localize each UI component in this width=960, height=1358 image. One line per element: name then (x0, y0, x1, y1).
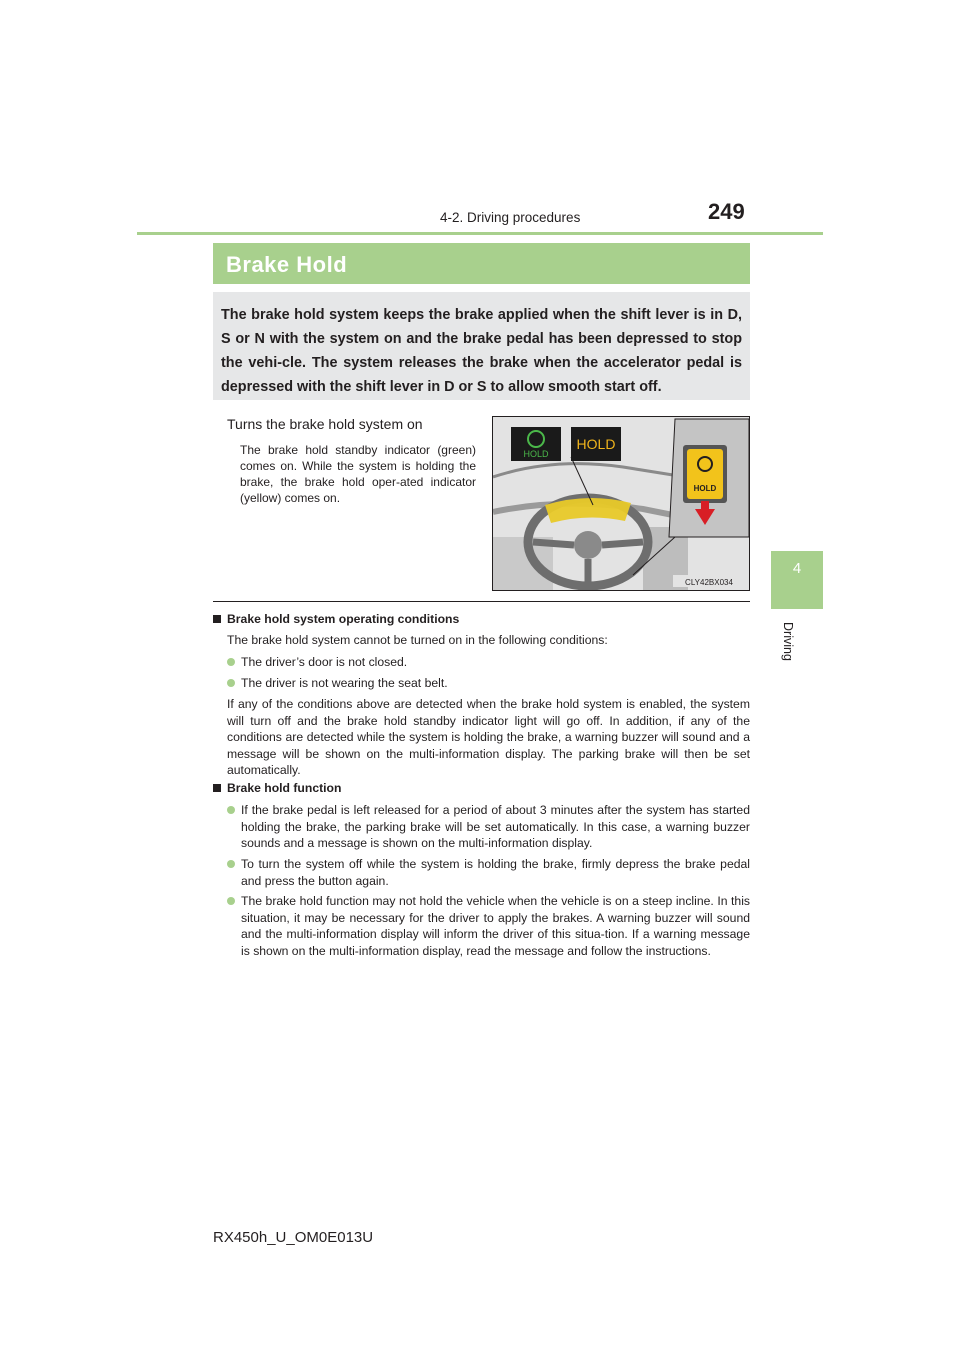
chapter-label-wrap (781, 622, 834, 661)
cockpit-drawing (493, 417, 749, 590)
indicator-green-label: HOLD (523, 449, 549, 459)
square-bullet-icon (213, 784, 221, 792)
header-rule (137, 232, 823, 235)
list-item: If the brake pedal is left released for a period of about 3 minutes after the system has started holding the brake, the parking brake will be set automatically. In this case, a warning buzzer sounds and a message is shown on the multi-information display. (241, 802, 750, 852)
intro-text: The brake hold system keeps the brake applied when the shift lever is in D, S or N with the system on and the brake pedal has been depressed to stop the vehi-cle. The system releases the brake when the accelerator pedal is depressed with the shift lever in D or S to allow smooth start off. (221, 307, 742, 395)
section-header: 4-2. Driving procedures (440, 210, 581, 225)
intro-box (213, 292, 750, 400)
indicator-note: The brake hold standby indicator (green) comes on. While the system is holding the brake, the brake hold oper-ated indicator (yellow) comes on. (240, 443, 476, 505)
document-code: RX450h_U_OM0E013U (213, 1229, 374, 1246)
chapter-label: Driving (781, 622, 795, 661)
conditions-heading: Brake hold system operating conditions (213, 612, 459, 626)
conditions-after: If any of the conditions above are detected when the brake hold system is enabled, the system will turn off and the brake hold standby indicator light will go off. In addition, if any of the conditions are detected while the system is holding the brake, a warning buzzer will sound and a message will be shown on the multi-information display. The parking brake will then be set automatically. (227, 697, 750, 778)
bullet-dot-icon (227, 658, 235, 666)
list-item: The brake hold function may not hold the vehicle when the vehicle is on a steep incline. In this situation, it may be necessary for the driver to apply the brakes. A warning buzzer will sound and the multi-information display will inform the driver of this situa-tion. If a warning message is shown on the multi-information display, read the message and follow the instructions. (241, 893, 750, 959)
page-number: 249 (708, 199, 745, 224)
bullet-dot-icon (227, 806, 235, 814)
cockpit-illustration (492, 416, 750, 591)
list-item: To turn the system off while the system is holding the brake, firmly depress the brake pedal and press the button again. (241, 856, 750, 889)
square-bullet-icon (213, 615, 221, 623)
turns-on-text: Turns the brake hold system on (227, 416, 423, 432)
bullet-dot-icon (227, 897, 235, 905)
illustration-code: CLY42BX034 (685, 578, 733, 587)
function-heading: Brake hold function (213, 781, 341, 795)
section-separator (213, 601, 750, 602)
title-bar (213, 243, 750, 284)
bullet-dot-icon (227, 679, 235, 687)
list-item: The driver’s door is not closed. (241, 654, 750, 671)
list-item: The driver is not wearing the seat belt. (241, 675, 750, 692)
chapter-number: 4 (792, 560, 802, 577)
page-title: Brake Hold (226, 252, 348, 277)
bullet-dot-icon (227, 860, 235, 868)
hold-button-label: HOLD (693, 484, 717, 493)
conditions-lead: The brake hold system cannot be turned on in the following conditions: (227, 633, 608, 647)
indicator-yellow-label: HOLD (576, 436, 616, 452)
